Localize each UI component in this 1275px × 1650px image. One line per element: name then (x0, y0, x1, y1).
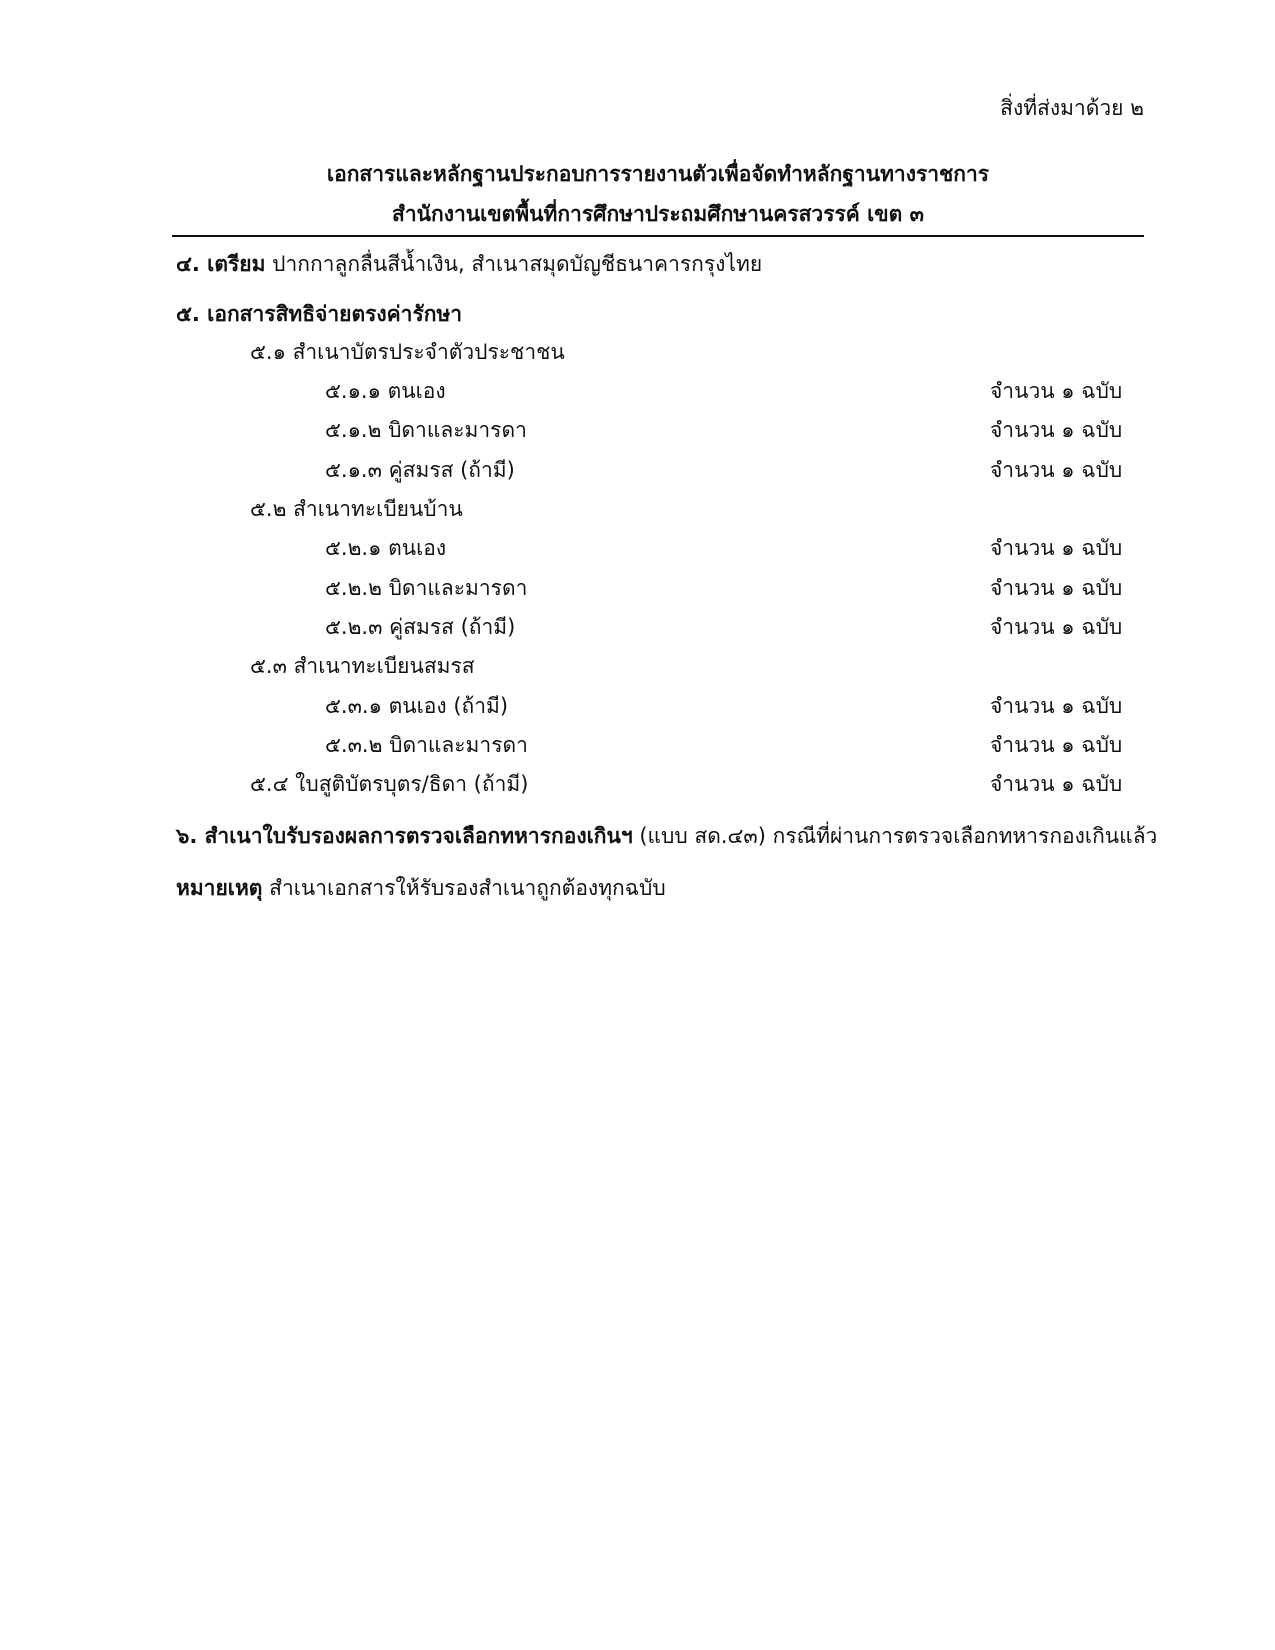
note-text: สำเนาเอกสารให้รับรองสำเนาถูกต้องทุกฉบับ (269, 876, 666, 900)
item-4-label: ๔. เตรียม (176, 252, 266, 276)
item-5-2-1-label: ๕.๒.๑ ตนเอง (325, 536, 447, 560)
item-5-3-1-qty: จำนวน ๑ ฉบับ (990, 694, 1123, 718)
item-5-heading: ๕. เอกสารสิทธิจ่ายตรงค่ารักษา (176, 302, 463, 326)
attachment-label: สิ่งที่ส่งมาด้วย ๒ (1000, 96, 1144, 120)
item-5-4-label: ๕.๔ ใบสูติบัตรบุตร/ธิดา (ถ้ามี) (250, 772, 529, 796)
item-6-label: ๖. สำเนาใบรับรองผลการตรวจเลือกทหารกองเกินฯ (176, 824, 633, 848)
item-5-3-2-label: ๕.๓.๒ บิดาและมารดา (325, 733, 528, 757)
item-5-3-2-qty: จำนวน ๑ ฉบับ (990, 733, 1123, 757)
item-5-3-1-label: ๕.๓.๑ ตนเอง (ถ้ามี) (325, 694, 509, 718)
item-5-1-2-label: ๕.๑.๒ บิดาและมารดา (325, 418, 527, 442)
item-5-2-3-label: ๕.๒.๓ คู่สมรส (ถ้ามี) (325, 615, 516, 639)
item-5-1-1-label: ๕.๑.๑ ตนเอง (325, 379, 446, 403)
item-5-2-2-qty: จำนวน ๑ ฉบับ (990, 576, 1123, 600)
item-5-1-2-qty: จำนวน ๑ ฉบับ (990, 418, 1123, 442)
item-5-4-qty: จำนวน ๑ ฉบับ (990, 772, 1123, 796)
item-5-2-1-qty: จำนวน ๑ ฉบับ (990, 536, 1123, 560)
document-subtitle: สำนักงานเขตพื้นที่การศึกษาประถมศึกษานครสวรรค์ เขต ๓ (392, 202, 924, 226)
document-title: เอกสารและหลักฐานประกอบการรายงานตัวเพื่อจัดทำหลักฐานทางราชการ (326, 162, 990, 186)
item-5-2-3-qty: จำนวน ๑ ฉบับ (990, 615, 1123, 639)
item-5-1-3-label: ๕.๑.๓ คู่สมรส (ถ้ามี) (325, 458, 515, 482)
item-5-1-3-qty: จำนวน ๑ ฉบับ (990, 458, 1123, 482)
item-4 (176, 248, 762, 281)
item-5-3-label: ๕.๓ สำเนาทะเบียนสมรส (250, 654, 475, 678)
item-5-1-label: ๕.๑ สำเนาบัตรประจำตัวประชาชน (250, 340, 565, 364)
item-5-2-label: ๕.๒ สำเนาทะเบียนบ้าน (250, 497, 463, 521)
item-6-text: (แบบ สด.๔๓) กรณีที่ผ่านการตรวจเลือกทหารกองเกินแล้ว (639, 824, 1158, 848)
title-divider (172, 235, 1144, 237)
note (176, 872, 666, 905)
item-4-text: ปากกาลูกลื่นสีน้ำเงิน, สำเนาสมุดบัญชีธนาคารกรุงไทย (272, 252, 763, 276)
item-6 (176, 820, 1157, 853)
note-label: หมายเหตุ (176, 876, 263, 900)
item-5-1-1-qty: จำนวน ๑ ฉบับ (990, 379, 1123, 403)
item-5-2-2-label: ๕.๒.๒ บิดาและมารดา (325, 576, 528, 600)
